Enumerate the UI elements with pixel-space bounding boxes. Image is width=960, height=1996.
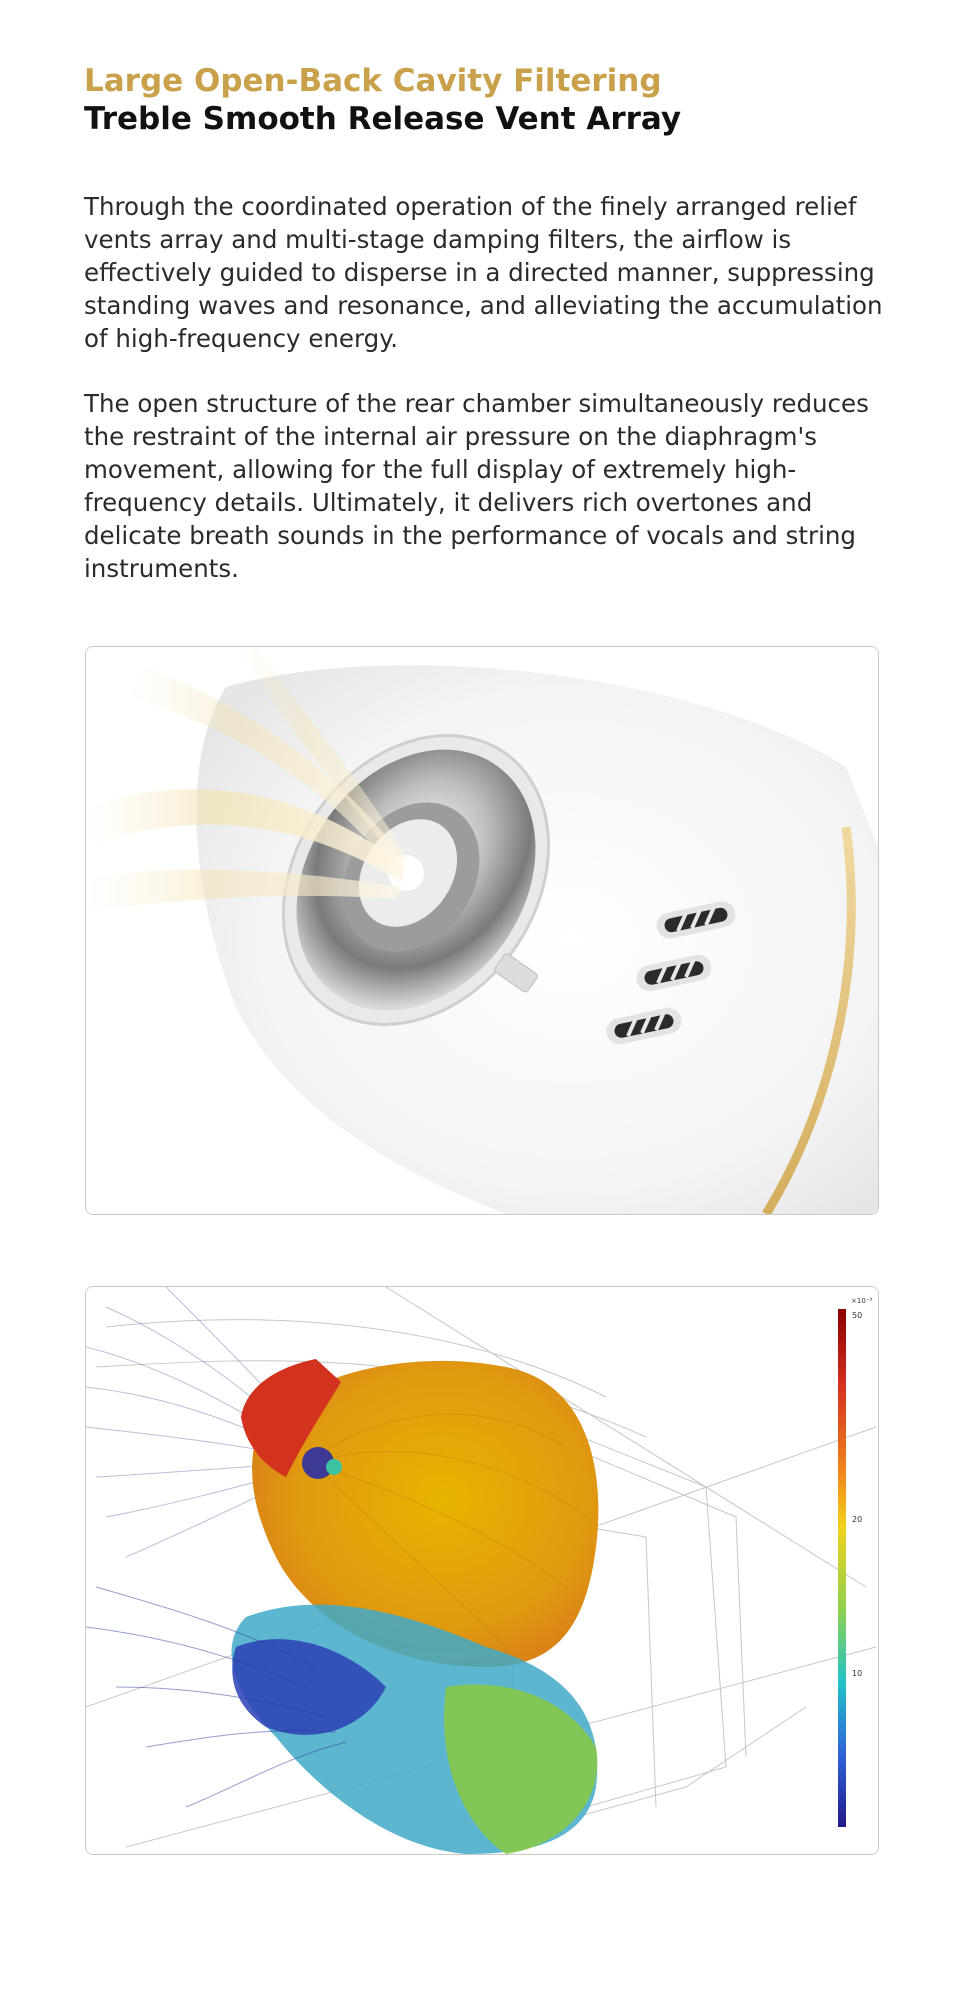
detail-paragraph: The open structure of the rear chamber simultaneously reduces the restraint of the internal air pressure on the diaphragm's movement, allowing for the full display of extremely high-frequency details. Ultimately, it delivers rich overtones and delicate breath sounds in the performance of vocals and string instruments. bbox=[84, 389, 869, 583]
intro-paragraph: Through the coordinated operation of the finely arranged relief vents array and multi-stage damping filters, the airflow is effectively guided to disperse in a directed manner, suppressing standing waves and resonance, and alleviating the accumulation of high-frequency energy. bbox=[84, 192, 883, 353]
simulation-plot bbox=[86, 1287, 878, 1854]
earphone-illustration bbox=[86, 647, 878, 1214]
headline bbox=[84, 62, 681, 138]
colorbar-tick: 20 bbox=[852, 1515, 863, 1524]
colorbar-tick: 10 bbox=[852, 1669, 863, 1678]
colorbar-tick: 50 bbox=[852, 1311, 863, 1320]
earphone-render-image bbox=[85, 646, 879, 1215]
colorbar-exponent: ×10⁻³ bbox=[851, 1297, 873, 1305]
airflow-simulation-image bbox=[85, 1286, 879, 1855]
page-title: Treble Smooth Release Vent Array bbox=[84, 101, 682, 137]
accent-title: Large Open-Back Cavity Filtering bbox=[84, 63, 662, 99]
